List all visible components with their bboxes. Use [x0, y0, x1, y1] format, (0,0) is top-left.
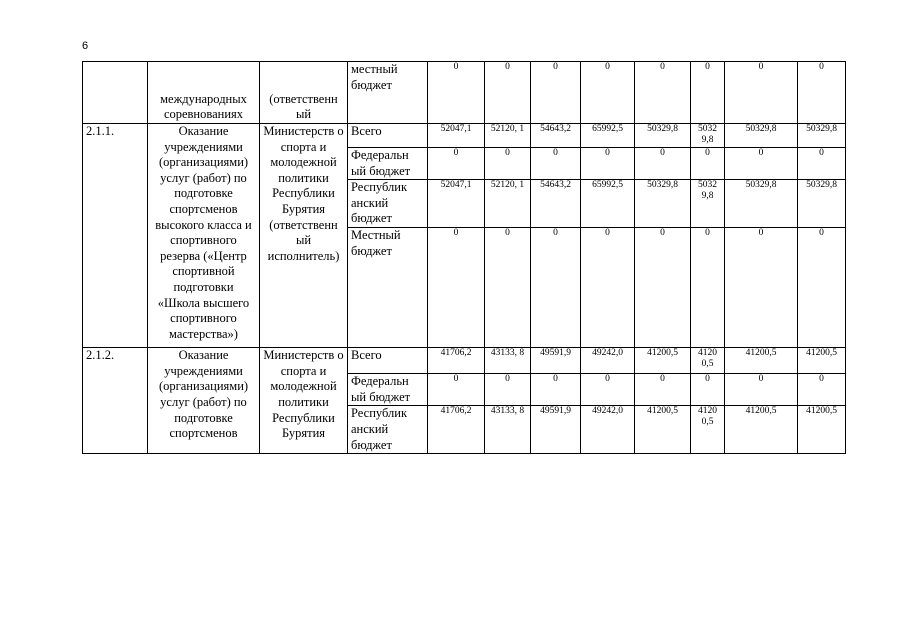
executor-cell: Министерств о спорта и молодежной политики Республики Бурятия — [260, 348, 348, 454]
value-cell: 0 — [635, 62, 691, 124]
source-cell: Федеральн ый бюджет — [348, 374, 428, 406]
value-cell: 41200,5 — [725, 348, 798, 374]
value-cell: 50329,8 — [725, 180, 798, 228]
value-cell: 0 — [798, 148, 846, 180]
value-cell: 65992,5 — [581, 124, 635, 148]
value-cell: 0 — [691, 374, 725, 406]
value-cell: 41706,2 — [428, 348, 485, 374]
value-cell: 0 — [635, 374, 691, 406]
value-cell: 0 — [798, 62, 846, 124]
value-cell: 0 — [531, 374, 581, 406]
value-cell: 0 — [691, 228, 725, 348]
budget-table — [82, 61, 846, 454]
value-cell: 0 — [798, 374, 846, 406]
value-cell: 0 — [581, 62, 635, 124]
value-cell: 43133, 8 — [485, 406, 531, 454]
value-cell: 0 — [531, 228, 581, 348]
value-cell: 54643,2 — [531, 124, 581, 148]
value-cell: 50329,8 — [725, 124, 798, 148]
value-cell: 43133, 8 — [485, 348, 531, 374]
executor-cell: Министерств о спорта и молодежной политики Республики Бурятия (ответственн ый исполнитель) — [260, 124, 348, 348]
value-cell: 41706,2 — [428, 406, 485, 454]
value-cell: 50329,8 — [635, 124, 691, 148]
value-cell: 0 — [581, 148, 635, 180]
executor-cell: (ответственн ый — [260, 62, 348, 124]
value-cell: 0 — [725, 374, 798, 406]
value-cell: 52120, 1 — [485, 180, 531, 228]
value-cell: 49591,9 — [531, 348, 581, 374]
source-cell: Республик анский бюджет — [348, 180, 428, 228]
value-cell: 0 — [691, 62, 725, 124]
value-cell: 0 — [635, 228, 691, 348]
value-cell: 0 — [531, 62, 581, 124]
activity-cell: международных соревнованиях — [148, 62, 260, 124]
code-cell: 2.1.2. — [83, 348, 148, 454]
page-number: 6 — [82, 40, 89, 52]
value-cell: 52120, 1 — [485, 124, 531, 148]
value-cell: 0 — [725, 228, 798, 348]
activity-cell: Оказание учреждениями (организациями) услуг (работ) по подготовке спортсменов высокого класса и спортивного резерва («Центр спортивной подготовки «Школа высшего спортивного мастерства») — [148, 124, 260, 348]
value-cell: 4120 0,5 — [691, 406, 725, 454]
value-cell: 0 — [581, 228, 635, 348]
value-cell: 41200,5 — [635, 406, 691, 454]
source-cell: Всего — [348, 348, 428, 374]
value-cell: 0 — [428, 62, 485, 124]
value-cell: 49242,0 — [581, 406, 635, 454]
value-cell: 0 — [428, 228, 485, 348]
value-cell: 54643,2 — [531, 180, 581, 228]
value-cell: 65992,5 — [581, 180, 635, 228]
value-cell: 0 — [581, 374, 635, 406]
value-cell: 52047,1 — [428, 124, 485, 148]
value-cell: 49242,0 — [581, 348, 635, 374]
value-cell: 41200,5 — [798, 406, 846, 454]
table-row — [83, 62, 846, 124]
source-cell: Всего — [348, 124, 428, 148]
value-cell: 50329,8 — [798, 180, 846, 228]
value-cell: 41200,5 — [635, 348, 691, 374]
value-cell: 4120 0,5 — [691, 348, 725, 374]
source-cell: Федеральн ый бюджет — [348, 148, 428, 180]
source-cell: Республик анский бюджет — [348, 406, 428, 454]
value-cell: 0 — [635, 148, 691, 180]
value-cell: 5032 9,8 — [691, 180, 725, 228]
value-cell: 5032 9,8 — [691, 124, 725, 148]
value-cell: 49591,9 — [531, 406, 581, 454]
code-cell — [83, 62, 148, 124]
value-cell: 0 — [485, 62, 531, 124]
value-cell: 0 — [485, 148, 531, 180]
value-cell: 0 — [485, 374, 531, 406]
value-cell: 52047,1 — [428, 180, 485, 228]
value-cell: 0 — [725, 62, 798, 124]
value-cell: 0 — [691, 148, 725, 180]
value-cell: 0 — [428, 374, 485, 406]
source-cell: Местный бюджет — [348, 228, 428, 348]
value-cell: 0 — [531, 148, 581, 180]
value-cell: 0 — [485, 228, 531, 348]
source-cell: местный бюджет — [348, 62, 428, 124]
value-cell: 50329,8 — [635, 180, 691, 228]
table-row — [83, 348, 846, 374]
value-cell: 0 — [725, 148, 798, 180]
value-cell: 0 — [428, 148, 485, 180]
value-cell: 41200,5 — [725, 406, 798, 454]
value-cell: 50329,8 — [798, 124, 846, 148]
activity-cell: Оказание учреждениями (организациями) услуг (работ) по подготовке спортсменов — [148, 348, 260, 454]
value-cell: 41200,5 — [798, 348, 846, 374]
table-row — [83, 124, 846, 148]
value-cell: 0 — [798, 228, 846, 348]
code-cell: 2.1.1. — [83, 124, 148, 348]
